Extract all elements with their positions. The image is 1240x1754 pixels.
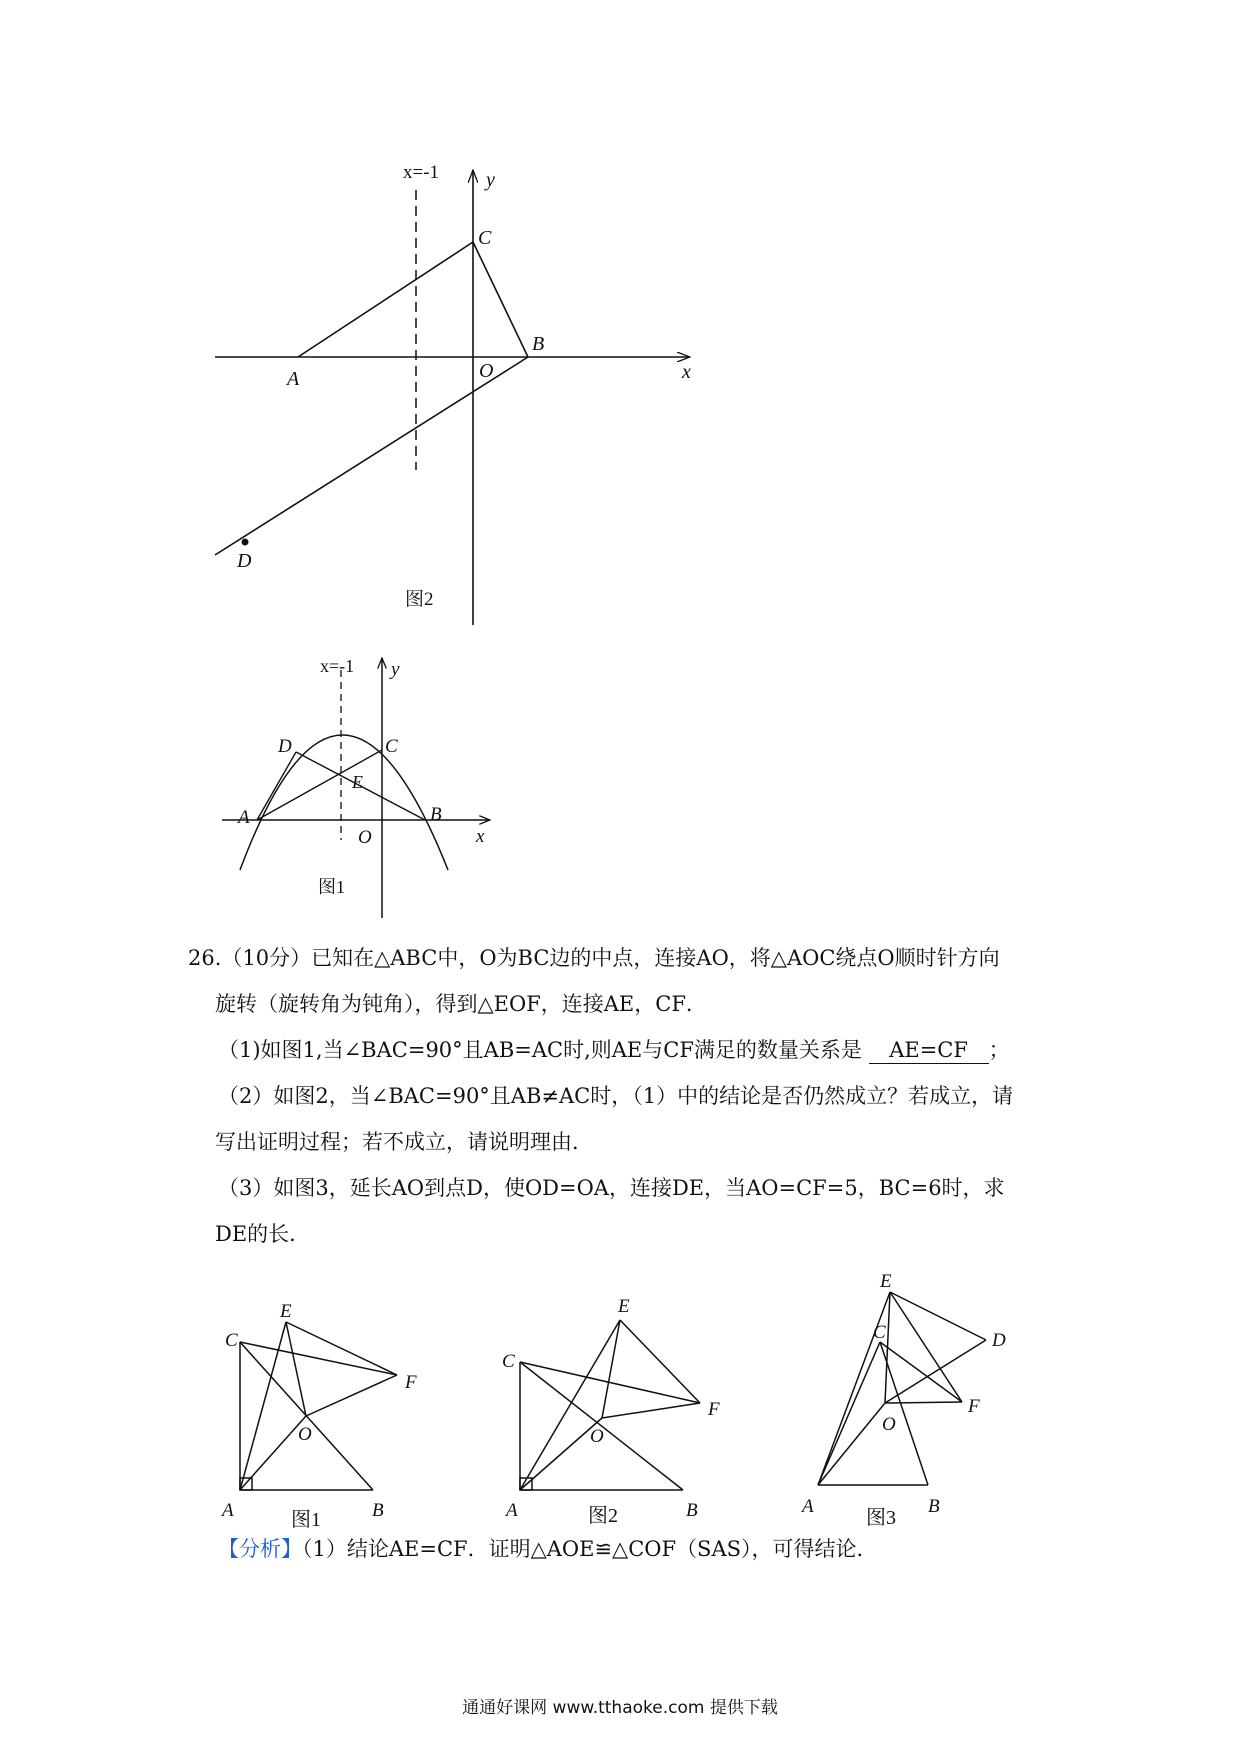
figures-row	[0, 1270, 1240, 1540]
label-o: O	[479, 360, 494, 382]
fig1-label-o: O	[298, 1424, 312, 1445]
fig2-label-f: F	[708, 1399, 720, 1420]
analysis-tag: 【分析】	[218, 1537, 302, 1561]
axis-line-label: x=-1	[403, 162, 440, 183]
label-b: B	[532, 333, 545, 355]
fig3-caption: 图3	[866, 1507, 896, 1529]
fig2-label-b: B	[686, 1500, 698, 1521]
fig3-label-d: D	[992, 1330, 1006, 1351]
fig2-caption: 图2	[588, 1505, 618, 1527]
x-axis-label: x	[476, 826, 485, 847]
figure-caption: 图2	[405, 589, 434, 610]
analysis	[218, 1533, 1058, 1563]
parabola-curve	[240, 735, 448, 870]
analysis-text: （1）结论AE=CF．证明△AOE≌△COF（SAS），可得结论．	[302, 1537, 878, 1561]
question-3-line-1: （3）如图3，延长AO到点D，使OD=OA，连接DE，当AO=CF=5，BC=6时，求	[218, 1176, 1005, 1200]
fig3-label-o: O	[882, 1414, 896, 1435]
question-1-text: （1)如图1,当∠BAC=90°且AB=AC时,则AE与CF满足的数量关系是	[218, 1038, 862, 1062]
problem-line-1: 26.（10分）已知在△ABC中，O为BC边的中点，连接AO，将△AOC绕点O顺时针方向	[188, 946, 1000, 970]
fig2-label-c: C	[502, 1351, 515, 1372]
label-d: D	[237, 550, 252, 572]
label-c: C	[385, 736, 398, 757]
label-c: C	[478, 227, 492, 249]
fig3-label-a: A	[802, 1496, 814, 1517]
fig1-label-b: B	[372, 1500, 384, 1521]
question-1	[188, 1027, 1058, 1073]
fig1-caption: 图1	[291, 1509, 321, 1531]
segment-ac	[257, 750, 382, 820]
label-b: B	[430, 804, 442, 825]
question-1-answer: AE=CF	[869, 1037, 989, 1064]
figure-3	[818, 1292, 986, 1485]
line-bd	[215, 357, 528, 555]
label-e: E	[352, 772, 363, 792]
label-a: A	[287, 368, 300, 390]
point-d-dot	[242, 539, 249, 546]
label-o: O	[358, 827, 372, 848]
x-axis-label: x	[682, 361, 691, 383]
segment-cb	[473, 242, 528, 357]
problem-26	[188, 935, 1058, 1257]
fig1-label-c: C	[225, 1330, 238, 1351]
figure-1	[240, 1322, 397, 1490]
fig2-label-e: E	[618, 1296, 630, 1317]
question-1-end: ；	[988, 1038, 1010, 1062]
axis-line-label: x=-1	[320, 656, 355, 676]
figure-2	[520, 1320, 700, 1490]
fig3-label-c: C	[873, 1322, 886, 1343]
figure-parabola-diagram	[0, 640, 1240, 940]
fig1-label-e: E	[280, 1301, 292, 1322]
label-d: D	[278, 736, 292, 757]
fig1-label-f: F	[405, 1372, 417, 1393]
fig1-label-a: A	[222, 1500, 234, 1521]
y-axis-label: y	[486, 169, 495, 191]
y-axis-label: y	[391, 659, 400, 680]
fig2-label-a: A	[506, 1500, 518, 1521]
question-2-line-1: （2）如图2，当∠BAC=90°且AB≠AC时，（1）中的结论是否仍然成立？若成立，请	[218, 1084, 1014, 1108]
segment-ac	[298, 242, 473, 357]
problem-line-2: 旋转（旋转角为钝角），得到△EOF，连接AE，CF．	[215, 992, 707, 1016]
question-2-line-2: 写出证明过程；若不成立，请说明理由．	[215, 1130, 593, 1154]
fig2-label-o: O	[590, 1426, 604, 1447]
label-a: A	[238, 807, 250, 828]
question-3-line-2: DE的长．	[215, 1222, 311, 1246]
fig3-label-f: F	[968, 1396, 980, 1417]
footer: 通通好课网 www.tthaoke.com 提供下载	[462, 1698, 778, 1718]
figure-coordinate-diagram	[0, 0, 1240, 640]
figure-caption: 图1	[318, 877, 345, 897]
fig3-label-b: B	[928, 1496, 940, 1517]
fig3-label-e: E	[880, 1271, 892, 1292]
